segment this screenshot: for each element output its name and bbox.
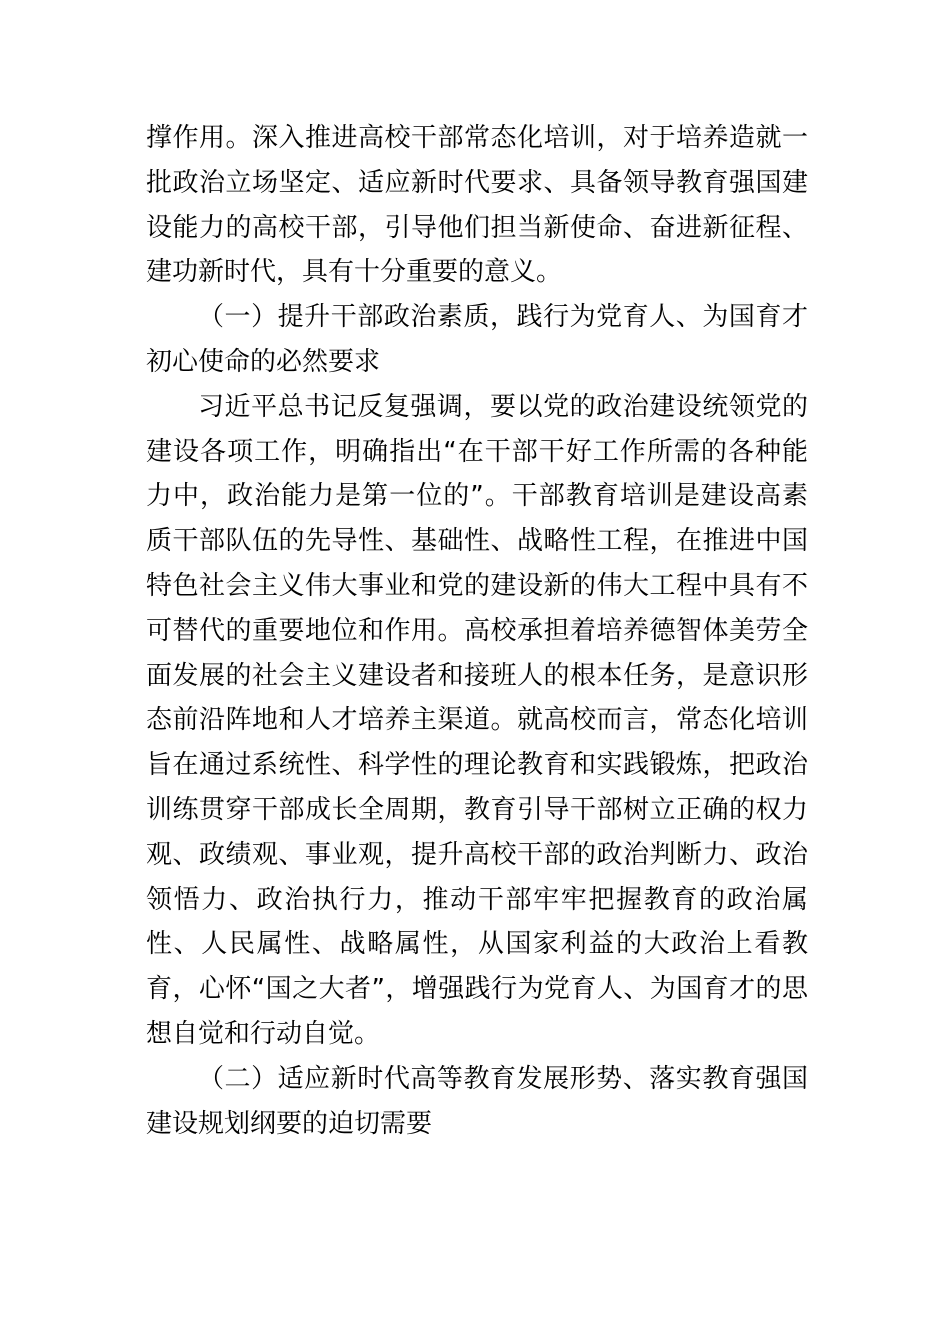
section-heading-1: （一）提升干部政治素质，践行为党育人、为国育才初心使命的必然要求 <box>146 302 808 377</box>
section-heading-2: （二）适应新时代高等教育发展形势、落实教育强国建设规划纲要的迫切需要 <box>146 1063 808 1139</box>
paragraph-body: 习近平总书记反复强调，要以党的政治建设统领党的建设各项工作，明确指出“在干部干好工作所需的各种能力中，政治能力是第一位的”。干部教育培训是建设高素质干部队伍的先导性、基础性、战略性工程，在推进中国特色社会主义伟大事业和党的建设新的伟大工程中具有不可替代的重要地位和作用。高校承担着培养德智体美劳全面发展的社会主义建设者和接班人的根本任务，是意识形态前沿阵地和人才培养主渠道。就高校而言，常态化培训旨在通过系统性、科学性的理论教育和实践锻炼，把政治训练贯穿干部成长全周期，教育引导干部树立正确的权力观、政绩观、事业观，提升高校干部的政治判断力、政治领悟力、政治执行力，推动干部牢牢把握教育的政治属性、人民属性、战略属性，从国家利益的大政治上看教育，心怀“国之大者”，增强践行为党育人、为国育才的思想自觉和行动自觉。 <box>146 391 808 1049</box>
paragraph-continuation: 撑作用。深入推进高校干部常态化培训，对于培养造就一批政治立场坚定、适应新时代要求、具备领导教育强国建设能力的高校干部，引导他们担当新使命、奋进新征程、建功新时代，具有十分重要的意义。 <box>146 123 808 288</box>
document-body <box>146 116 808 1146</box>
